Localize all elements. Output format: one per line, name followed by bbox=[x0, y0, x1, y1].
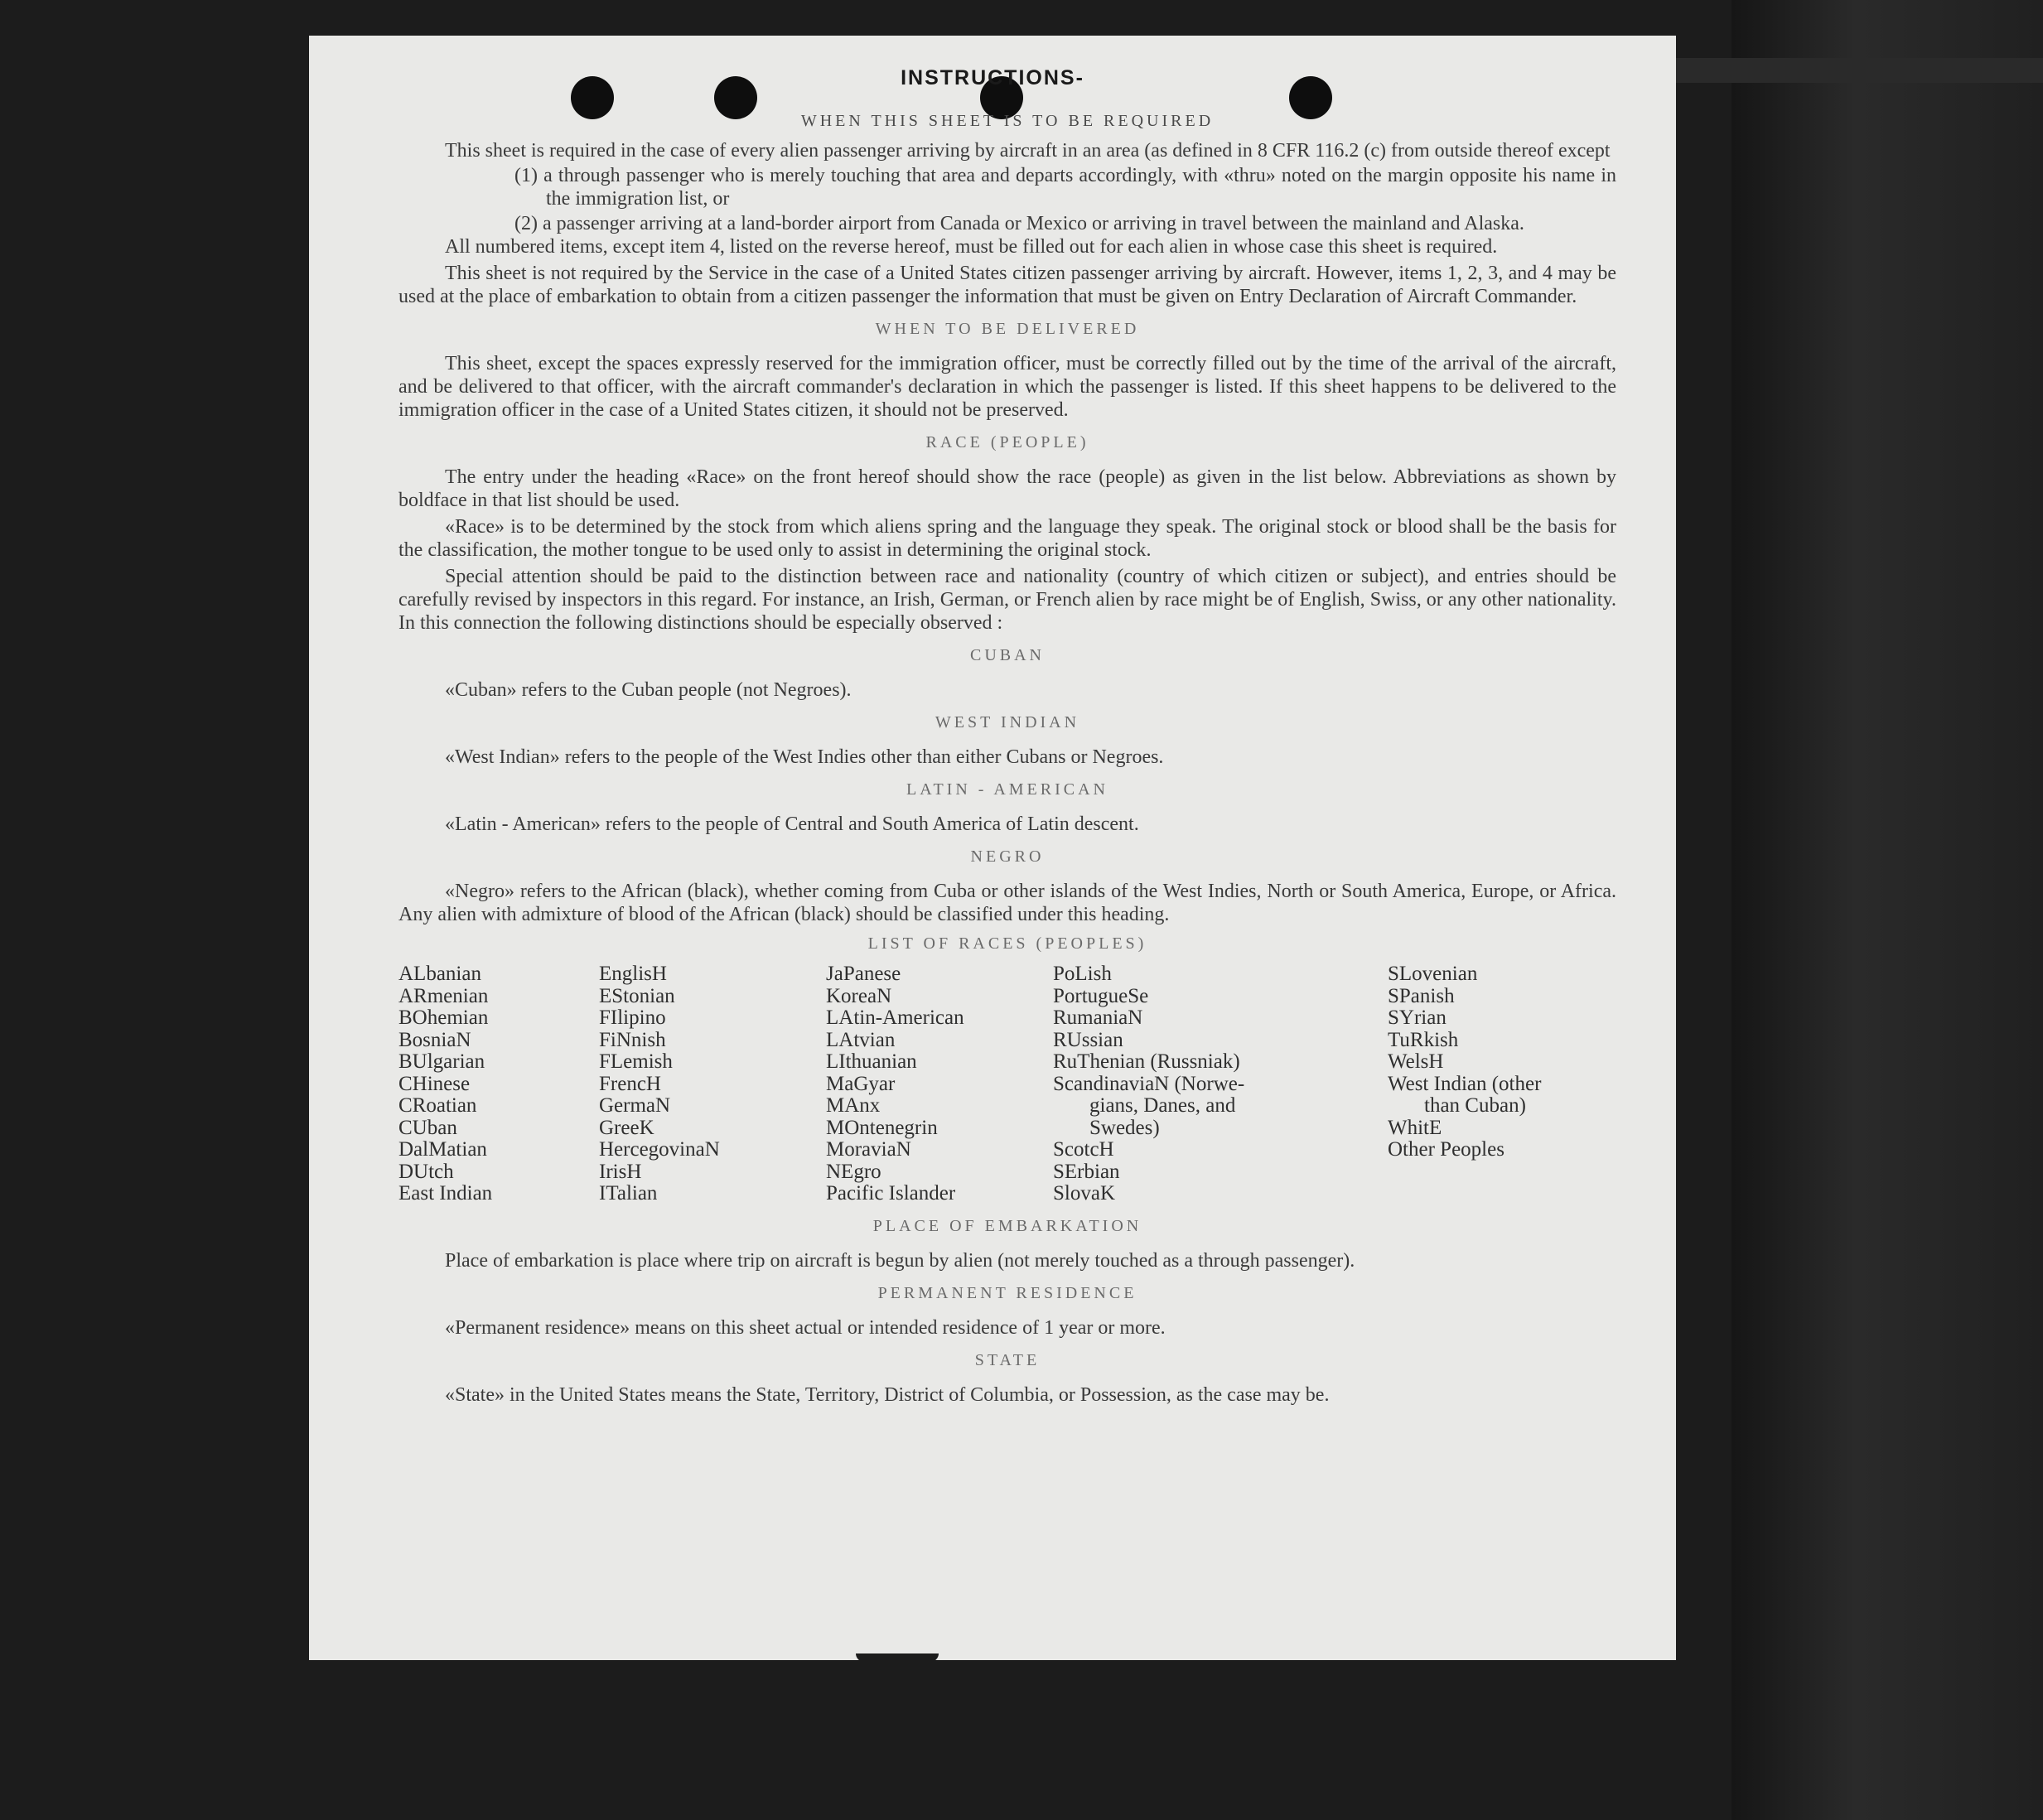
race-entry: NEgro bbox=[826, 1160, 881, 1183]
race-entry: East Indian bbox=[398, 1182, 493, 1204]
instructions-body bbox=[398, 112, 1616, 1407]
race-entry: gians, Danes, and bbox=[1089, 1094, 1236, 1117]
paragraph: Place of embarkation is place where trip on aircraft is begun by alien (not merely touched as a through passenger). bbox=[445, 1249, 1355, 1272]
section-heading-west-indian: WEST INDIAN bbox=[935, 713, 1080, 731]
race-entry: DUtch bbox=[398, 1160, 454, 1183]
race-entry: FrencH bbox=[599, 1072, 661, 1095]
paragraph: This sheet, except the spaces expressly reserved for the immigration officer, must be correctly filled out by the time of the arrival of the aircraft, and be delivered to that officer, with the aircraft commander's declaration in which the passenger is listed. If this sheet happens to be delivered to the immigration officer in the case of a United States citizen, it should not be preserved. bbox=[398, 353, 1616, 421]
race-entry: DalMatian bbox=[398, 1138, 487, 1161]
race-entry: BosniaN bbox=[398, 1028, 471, 1051]
race-entry: CUban bbox=[398, 1116, 457, 1139]
race-entry: GreeK bbox=[599, 1116, 654, 1139]
race-entry: EnglisH bbox=[599, 963, 667, 985]
race-entry: JaPanese bbox=[826, 963, 901, 985]
section-heading-list-of-races: LIST OF RACES (PEOPLES) bbox=[867, 934, 1147, 953]
paragraph: «Latin - American» refers to the people of Central and South America of Latin descent. bbox=[445, 813, 1139, 835]
race-entry: MAnx bbox=[826, 1094, 881, 1117]
race-entry: ITalian bbox=[599, 1182, 658, 1204]
page-title: INSTRUCTIONS- bbox=[901, 66, 1084, 89]
race-entry: SLovenian bbox=[1388, 963, 1478, 985]
races-column-1 bbox=[398, 963, 599, 1205]
paragraph: «Cuban» refers to the Cuban people (not Negroes). bbox=[445, 679, 852, 701]
race-entry: TuRkish bbox=[1388, 1028, 1459, 1051]
section-heading-race: RACE (PEOPLE) bbox=[925, 433, 1089, 451]
race-entry: SErbian bbox=[1053, 1160, 1120, 1183]
race-entry: MOntenegrin bbox=[826, 1116, 938, 1139]
race-entry: than Cuban) bbox=[1424, 1094, 1526, 1117]
section-heading-latin-american: LATIN - AMERICAN bbox=[906, 780, 1108, 799]
race-entry: GermaN bbox=[599, 1094, 671, 1117]
race-entry: LAtin-American bbox=[826, 1007, 964, 1029]
race-entry: Swedes) bbox=[1089, 1116, 1160, 1139]
race-entry: Other Peoples bbox=[1388, 1138, 1504, 1161]
paragraph: This sheet is required in the case of every alien passenger arriving by aircraft in an area (as defined in 8 CFR 116.2 (c) from outside thereof except bbox=[445, 140, 1611, 162]
races-column-4 bbox=[1053, 963, 1388, 1205]
paragraph: All numbered items, except item 4, listed on the reverse hereof, must be filled out for each alien in whose case this sheet is required. bbox=[445, 236, 1498, 258]
race-entry: LAtvian bbox=[826, 1028, 896, 1051]
race-entry: Pacific Islander bbox=[826, 1182, 956, 1204]
race-entry: FIlipino bbox=[599, 1007, 666, 1029]
race-entry: EStonian bbox=[599, 984, 675, 1007]
paragraph: «Negro» refers to the African (black), whether coming from Cuba or other islands of the West Indies, North or South America, Europe, or Africa. Any alien with admixture of blood of the African (black) should be classified under this heading. bbox=[398, 881, 1616, 925]
race-entry: FLemish bbox=[599, 1050, 673, 1073]
race-entry: CRoatian bbox=[398, 1094, 477, 1117]
race-entry: BOhemian bbox=[398, 1007, 489, 1029]
race-entry: SlovaK bbox=[1053, 1182, 1115, 1204]
race-entry: SPanish bbox=[1388, 984, 1455, 1007]
section-heading-cuban: CUBAN bbox=[969, 646, 1045, 664]
section-heading-state: STATE bbox=[974, 1350, 1041, 1369]
race-entry: BUlgarian bbox=[398, 1050, 485, 1073]
race-entry: PoLish bbox=[1053, 963, 1112, 985]
paragraph: «Race» is to be determined by the stock from which aliens spring and the language they speak. The original stock or blood shall be the basis for the classification, the mother tongue to be used only to assist in determining the original stock. bbox=[398, 516, 1616, 561]
race-entry: MoraviaN bbox=[826, 1138, 911, 1161]
paragraph: The entry under the heading «Race» on the front hereof should show the race (people) as given in the list below. Abbreviations as shown by boldface in that list should be used. bbox=[398, 466, 1616, 511]
race-entry: SYrian bbox=[1388, 1007, 1447, 1029]
race-entry: ARmenian bbox=[398, 984, 489, 1007]
race-entry: IrisH bbox=[599, 1160, 642, 1183]
scan-dark-strip bbox=[1649, 58, 2043, 83]
races-list bbox=[398, 963, 1616, 1205]
list-item: (2) a passenger arriving at a land-border airport from Canada or Mexico or arriving in travel between the mainland and Alaska. bbox=[514, 213, 1524, 234]
paragraph: This sheet is not required by the Service in the case of a United States citizen passenger arriving by aircraft. However, items 1, 2, 3, and 4 may be used at the place of embarkation to obtain from a citizen passenger the information that must be given on Entry Declaration of Aircraft Commander. bbox=[398, 263, 1616, 307]
section-heading-required: WHEN THIS SHEET IS TO BE REQUIRED bbox=[800, 112, 1215, 130]
paragraph: «West Indian» refers to the people of the West Indies other than either Cubans or Negroes. bbox=[445, 746, 1164, 768]
section-heading-negro: NEGRO bbox=[970, 847, 1045, 866]
section-heading-delivered: WHEN TO BE DELIVERED bbox=[875, 320, 1140, 338]
races-column-3 bbox=[826, 963, 1053, 1205]
race-entry: ScotcH bbox=[1053, 1138, 1114, 1161]
race-entry: RumaniaN bbox=[1053, 1007, 1143, 1029]
list-item: (1) a through passenger who is merely touching that area and departs accordingly, with «thru» noted on the margin opposite his name in the immigration list, or bbox=[514, 165, 1616, 210]
race-entry: ALbanian bbox=[398, 963, 481, 985]
race-entry: WhitE bbox=[1388, 1116, 1442, 1139]
race-entry: LIthuanian bbox=[826, 1050, 917, 1073]
race-entry: CHinese bbox=[398, 1072, 471, 1095]
section-heading-embarkation: PLACE OF EMBARKATION bbox=[872, 1216, 1142, 1235]
race-entry: WelsH bbox=[1388, 1050, 1444, 1073]
race-entry: ScandinaviaN (Norwe- bbox=[1053, 1072, 1245, 1095]
paragraph: «Permanent residence» means on this sheet actual or intended residence of 1 year or more. bbox=[445, 1316, 1166, 1339]
race-entry: HercegovinaN bbox=[599, 1138, 720, 1161]
instruction-sheet bbox=[309, 36, 1676, 1660]
race-entry: FiNnish bbox=[599, 1028, 666, 1051]
paragraph: Special attention should be paid to the distinction between race and nationality (country of which citizen or subject), and entries should be carefully revised by inspectors in this regard. For instance, an Irish, German, or French alien by race might be of English, Swiss, or any other nationality. In this connection the following distinctions should be especially observed : bbox=[398, 566, 1616, 634]
race-entry: KoreaN bbox=[826, 984, 892, 1007]
race-entry: West Indian (other bbox=[1388, 1072, 1542, 1095]
races-column-2 bbox=[599, 963, 826, 1205]
scan-dark-border bbox=[1731, 0, 2043, 1820]
race-entry: MaGyar bbox=[826, 1072, 896, 1095]
race-entry: RuThenian (Russniak) bbox=[1053, 1050, 1240, 1073]
race-entry: PortugueSe bbox=[1053, 984, 1149, 1007]
race-entry: RUssian bbox=[1053, 1028, 1123, 1051]
races-column-5 bbox=[1388, 963, 1603, 1205]
paragraph: «State» in the United States means the State, Territory, District of Columbia, or Possession, as the case may be. bbox=[445, 1383, 1330, 1406]
page-notch bbox=[856, 1653, 939, 1662]
section-heading-residence: PERMANENT RESIDENCE bbox=[877, 1283, 1137, 1302]
